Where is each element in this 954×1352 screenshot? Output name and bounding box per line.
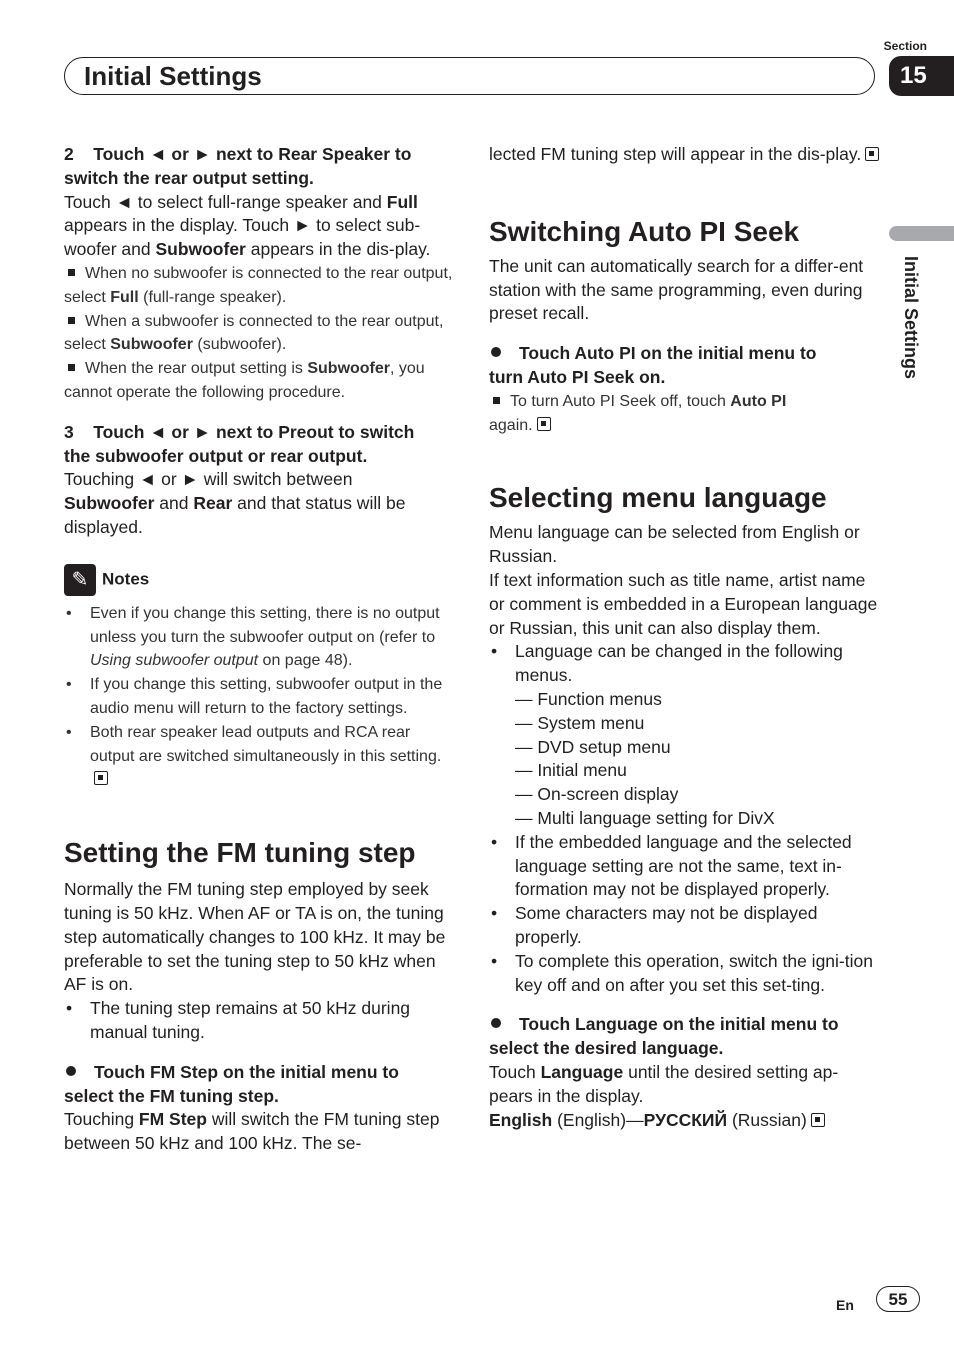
text: appears in the dis-play. xyxy=(245,239,431,260)
note-2 xyxy=(64,673,454,721)
lang-bullet-4: • To complete this operation, switch the igni-tion key off and on after you set this set-ting. xyxy=(489,950,881,998)
step-text: turn Auto PI Seek on. xyxy=(489,366,666,387)
text: (subwoofer). xyxy=(192,336,287,354)
step-text: Touch ◄ or ► next to Preout to switch xyxy=(93,421,415,442)
text: and that status will be displayed. xyxy=(64,493,406,537)
step-text: Touch Language on the initial menu to xyxy=(519,1014,839,1035)
notes-title: Notes xyxy=(102,569,150,589)
text: on page 48). xyxy=(258,652,353,670)
lang-bullet-3: • Some characters may not be displayed properly. xyxy=(489,902,881,950)
text: Even if you change this setting, there is no output unless you turn the subwoofer output on (refer to xyxy=(90,604,440,646)
note-1 xyxy=(64,602,454,673)
fm-step xyxy=(64,1061,454,1109)
pencil-icon: ✎ xyxy=(64,564,96,596)
fm-body: Normally the FM tuning step employed by seek tuning is 50 kHz. When AF or TA is on, the tuning step automatically changes to 100 kHz. It may be preferable to set the tuning step to 50 kHz when AF is on. xyxy=(64,879,446,995)
step-text: select the FM tuning step. xyxy=(64,1085,279,1106)
end-mark-icon xyxy=(811,1113,825,1127)
step-2 xyxy=(64,143,454,191)
pi-note xyxy=(489,390,881,438)
text: appears in the display. Touch ► to select sub-woofer and xyxy=(64,215,421,260)
text: English xyxy=(489,1109,553,1130)
pi-heading: Switching Auto PI Seek xyxy=(489,215,800,247)
text: Both rear speaker lead outputs and RCA rear output are switched simultaneously in this setting. xyxy=(90,723,442,765)
end-mark-icon xyxy=(865,147,879,161)
left-column xyxy=(64,143,454,1156)
page-number: 55 xyxy=(876,1286,920,1312)
pi-step xyxy=(489,342,881,390)
square-note-2 xyxy=(64,310,454,358)
text: When the rear output setting is xyxy=(85,360,308,378)
text: Touch ◄ to select full-range speaker and xyxy=(64,191,387,212)
step-dot-icon xyxy=(491,347,501,357)
menu-item-divx: — Multi language setting for DivX xyxy=(515,807,775,828)
text: (English)— xyxy=(552,1109,644,1130)
step-3 xyxy=(64,421,454,469)
text: Touch xyxy=(489,1061,541,1082)
notes-header xyxy=(64,564,454,596)
lang-heading: Selecting menu language xyxy=(489,482,827,514)
text: Rear xyxy=(193,493,233,514)
side-label: Initial Settings xyxy=(901,256,921,380)
step-text: select the desired language. xyxy=(489,1038,724,1059)
page-title: Initial Settings xyxy=(84,61,262,91)
fm-heading: Setting the FM tuning step xyxy=(64,837,416,869)
end-mark-icon xyxy=(537,417,551,431)
text: , you cannot operate the following procedure. xyxy=(64,360,425,401)
end-mark-icon xyxy=(94,771,108,785)
text: until the desired setting ap-pears in the display. xyxy=(489,1061,839,1106)
text: Using subwoofer output xyxy=(90,652,259,670)
text: FM Step xyxy=(138,1109,207,1130)
step-3-body xyxy=(64,468,454,539)
step-text: Touch ◄ or ► next to Rear Speaker to xyxy=(93,144,412,164)
step-number: 3 xyxy=(64,421,74,442)
square-note-3 xyxy=(64,357,454,405)
side-tab xyxy=(889,226,954,241)
lang-bullet-2: • If the embedded language and the selected language setting are not the same, text in-formation may not be displayed properly. xyxy=(489,831,881,902)
text: To turn Auto PI Seek off, touch xyxy=(510,392,731,410)
text: Auto PI xyxy=(730,392,787,410)
text: again. xyxy=(489,416,533,434)
square-bullet-icon xyxy=(493,397,500,404)
square-bullet-icon xyxy=(68,364,75,371)
text: and xyxy=(154,493,194,514)
text: Touching xyxy=(64,1109,139,1130)
text: Subwoofer xyxy=(64,493,155,514)
menu-item-dvd: — DVD setup menu xyxy=(515,736,671,757)
footer-language: En xyxy=(836,1297,854,1313)
lang-step xyxy=(489,1013,881,1061)
text: РУССКИЙ xyxy=(643,1109,728,1130)
text: (Russian) xyxy=(727,1109,807,1130)
menu-item-initial: — Initial menu xyxy=(515,760,627,781)
text: When no subwoofer is connected to the rear output, select xyxy=(64,264,453,306)
step-2-body xyxy=(64,191,454,262)
text: (full-range speaker). xyxy=(138,288,287,306)
step-text: switch the rear output setting. xyxy=(64,167,314,188)
section-label: Section xyxy=(883,39,927,53)
text: Subwoofer xyxy=(110,336,193,354)
text: Language xyxy=(540,1061,624,1082)
text: When a subwoofer is connected to the rear output, select xyxy=(64,312,444,354)
menu-item-function: — Function menus xyxy=(515,688,662,709)
text: Subwoofer xyxy=(307,360,391,378)
lang-body-1: Menu language can be selected from English or Russian. xyxy=(489,522,860,567)
text: If you change this setting, subwoofer output in the audio menu will return to the factory settings. xyxy=(90,676,443,717)
step-text: Touch Auto PI on the initial menu to xyxy=(519,343,817,364)
square-note-1 xyxy=(64,262,454,310)
section-number: 15 xyxy=(889,56,954,96)
right-column xyxy=(489,143,881,1132)
lang-options xyxy=(489,1109,881,1133)
note-3 xyxy=(64,721,454,792)
text: Full xyxy=(110,288,139,306)
text: lected FM tuning step will appear in the dis-play. xyxy=(489,144,862,164)
step-dot-icon xyxy=(66,1066,76,1076)
text: will switch the FM tuning step between 50 kHz and 100 kHz. The se- xyxy=(64,1109,440,1154)
lang-body-2: If text information such as title name, artist name or comment is embedded in a European language or Russian, this unit can also display them. xyxy=(489,569,878,638)
continued-text xyxy=(489,143,881,167)
square-bullet-icon xyxy=(68,317,75,324)
fm-bullet: • The tuning step remains at 50 kHz during manual tuning. xyxy=(64,997,454,1045)
step-number: 2 xyxy=(64,144,74,164)
lang-bullet-1: • Language can be changed in the following menus. xyxy=(489,640,881,688)
pi-body: The unit can automatically search for a differ-ent station with the same programming, even during preset recall. xyxy=(489,255,864,324)
lang-step-body xyxy=(489,1061,881,1109)
text: Full xyxy=(386,191,418,212)
step-dot-icon xyxy=(491,1018,501,1028)
fm-step-body xyxy=(64,1108,454,1156)
square-bullet-icon xyxy=(68,269,75,276)
menu-item-osd: — On-screen display xyxy=(515,784,679,805)
text: Touching ◄ or ► will switch between xyxy=(64,469,353,490)
text: Subwoofer xyxy=(155,239,246,260)
step-text: the subwoofer output or rear output. xyxy=(64,445,368,466)
menu-item-system: — System menu xyxy=(515,712,645,733)
step-text: Touch FM Step on the initial menu to xyxy=(94,1061,399,1082)
